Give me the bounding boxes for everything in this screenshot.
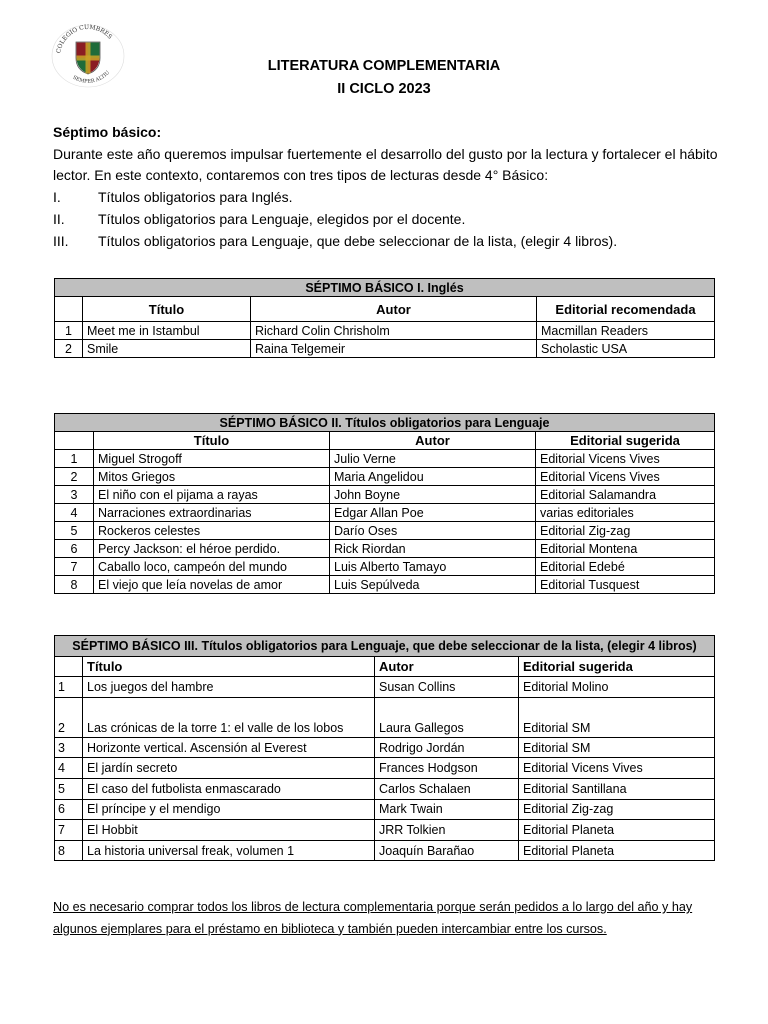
table-cell: Mark Twain	[375, 799, 519, 820]
table-cell: Narraciones extraordinarias	[94, 504, 330, 522]
table-cell: El caso del futbolista enmascarado	[83, 778, 375, 799]
column-header: Editorial sugerida	[519, 656, 715, 677]
table-cell: Editorial Montena	[536, 540, 715, 558]
school-logo	[50, 22, 126, 88]
table-cell: Mitos Griegos	[94, 468, 330, 486]
table-cell: Editorial Salamandra	[536, 486, 715, 504]
column-header: Autor	[330, 432, 536, 450]
intro-item-number: III.	[53, 232, 69, 249]
table-cell: Editorial Edebé	[536, 558, 715, 576]
table-cell: Caballo loco, campeón del mundo	[94, 558, 330, 576]
table-cell: Richard Colin Chrisholm	[251, 322, 537, 340]
table-cell: Rick Riordan	[330, 540, 536, 558]
table-cell: Darío Oses	[330, 522, 536, 540]
table-cell: 1	[55, 677, 83, 698]
table-cell: La historia universal freak, volumen 1	[83, 840, 375, 861]
column-header: Autor	[251, 297, 537, 322]
table-cell: 1	[55, 322, 83, 340]
table-cell: Las crónicas de la torre 1: el valle de los lobos	[83, 697, 375, 737]
page-subtitle: II CICLO 2023	[337, 81, 431, 97]
table-cell: El príncipe y el mendigo	[83, 799, 375, 820]
table-row	[55, 820, 715, 841]
table-cell: 6	[55, 799, 83, 820]
table-cell: Luis Alberto Tamayo	[330, 558, 536, 576]
table-row	[55, 504, 715, 522]
column-header: Título	[83, 656, 375, 677]
intro-item-text: Títulos obligatorios para Lenguaje, elegidos por el docente.	[98, 210, 466, 227]
table-lenguaje-seleccion	[54, 635, 715, 861]
intro-item	[53, 231, 723, 253]
column-header	[55, 432, 94, 450]
table-cell: 1	[55, 450, 94, 468]
table-cell: Percy Jackson: el héroe perdido.	[94, 540, 330, 558]
table-cell: Raina Telgemeir	[251, 340, 537, 358]
table-cell: Editorial Planeta	[519, 820, 715, 841]
table-row	[55, 697, 715, 737]
table-cell: Miguel Strogoff	[94, 450, 330, 468]
column-header	[55, 297, 83, 322]
table-cell: Editorial SM	[519, 737, 715, 758]
table-cell: Editorial Tusquest	[536, 576, 715, 594]
table-cell: Editorial Molino	[519, 677, 715, 698]
intro-item	[53, 187, 723, 209]
table-cell: Meet me in Istambul	[83, 322, 251, 340]
page-title: LITERATURA COMPLEMENTARIA	[267, 58, 501, 74]
table-cell: Editorial Vicens Vives	[536, 450, 715, 468]
table-caption: SÉPTIMO BÁSICO I. Inglés	[55, 279, 715, 297]
intro-item-text: Títulos obligatorios para Inglés.	[98, 189, 293, 206]
table-cell: Julio Verne	[330, 450, 536, 468]
footer-note: No es necesario comprar todos los libros de lectura complementaria porque serán pedidos a lo largo del año y hay algunos ejemplares para el préstamo en biblioteca y también pueden intercambiar entre los cursos.	[53, 900, 693, 936]
table-row	[55, 778, 715, 799]
table-lenguaje-obligatorio	[54, 413, 715, 594]
table-cell: 7	[55, 558, 94, 576]
table-row	[55, 322, 715, 340]
table-cell: Edgar Allan Poe	[330, 504, 536, 522]
intro-item-number: I.	[53, 189, 61, 206]
table-cell: El viejo que leía novelas de amor	[94, 576, 330, 594]
table-cell: 3	[55, 737, 83, 758]
table-row	[55, 522, 715, 540]
table-row	[55, 468, 715, 486]
table-cell: Rodrigo Jordán	[375, 737, 519, 758]
table-cell: Macmillan Readers	[537, 322, 715, 340]
table-cell: 5	[55, 778, 83, 799]
table-cell: Editorial Vicens Vives	[536, 468, 715, 486]
logo-text-bottom: SEMPER ALTIU	[71, 69, 112, 85]
table-row	[55, 450, 715, 468]
table-caption: SÉPTIMO BÁSICO III. Títulos obligatorios para Lenguaje, que debe seleccionar de la lista, (elegir 4 libros)	[55, 636, 715, 657]
table-cell: Luis Sepúlveda	[330, 576, 536, 594]
table-cell: Editorial SM	[519, 697, 715, 737]
table-cell: El Hobbit	[83, 820, 375, 841]
table-cell: 6	[55, 540, 94, 558]
table-cell: 8	[55, 840, 83, 861]
table-cell: 4	[55, 758, 83, 779]
column-header: Autor	[375, 656, 519, 677]
table-row	[55, 486, 715, 504]
table-cell: 2	[55, 340, 83, 358]
table-row	[55, 576, 715, 594]
table-cell: Scholastic USA	[537, 340, 715, 358]
column-header: Editorial sugerida	[536, 432, 715, 450]
column-header: Título	[83, 297, 251, 322]
table-cell: Editorial Planeta	[519, 840, 715, 861]
table-row	[55, 558, 715, 576]
table-cell: Susan Collins	[375, 677, 519, 698]
intro-paragraph: Durante este año queremos impulsar fuertemente el desarrollo del gusto por la lectura y fortalecer el hábito lector. En este contexto, contaremos con tres tipos de lecturas desde 4° Básico:	[53, 145, 718, 184]
column-header: Título	[94, 432, 330, 450]
table-row	[55, 540, 715, 558]
table-cell: Editorial Santillana	[519, 778, 715, 799]
table-cell: 5	[55, 522, 94, 540]
table-cell: Editorial Zig-zag	[519, 799, 715, 820]
table-cell: Frances Hodgson	[375, 758, 519, 779]
table-cell: El jardín secreto	[83, 758, 375, 779]
table-row	[55, 758, 715, 779]
table-cell: Laura Gallegos	[375, 697, 519, 737]
table-cell: Rockeros celestes	[94, 522, 330, 540]
column-header: Editorial recomendada	[537, 297, 715, 322]
table-cell: 7	[55, 820, 83, 841]
table-cell: 2	[55, 468, 94, 486]
intro-heading: Séptimo básico:	[53, 124, 162, 140]
table-cell: Los juegos del hambre	[83, 677, 375, 698]
table-caption: SÉPTIMO BÁSICO II. Títulos obligatorios para Lenguaje	[55, 414, 715, 432]
table-cell: 8	[55, 576, 94, 594]
table-row	[55, 737, 715, 758]
intro-item-number: II.	[53, 210, 65, 227]
table-cell: Joaquín Barañao	[375, 840, 519, 861]
table-cell: Carlos Schalaen	[375, 778, 519, 799]
table-row	[55, 799, 715, 820]
table-cell: varias editoriales	[536, 504, 715, 522]
table-cell: Editorial Zig-zag	[536, 522, 715, 540]
table-row	[55, 840, 715, 861]
logo-text-top: COLEGIO CUMBRES	[55, 23, 114, 54]
intro-item-text: Títulos obligatorios para Lenguaje, que debe seleccionar de la lista, (elegir 4 libros).	[98, 232, 618, 249]
table-cell: 2	[55, 697, 83, 737]
table-cell: Smile	[83, 340, 251, 358]
table-cell: Horizonte vertical. Ascensión al Everest	[83, 737, 375, 758]
intro-section	[53, 122, 723, 252]
table-row	[55, 677, 715, 698]
table-cell: Maria Angelidou	[330, 468, 536, 486]
table-cell: John Boyne	[330, 486, 536, 504]
intro-item	[53, 209, 723, 231]
table-row	[55, 340, 715, 358]
table-cell: 3	[55, 486, 94, 504]
table-cell: 4	[55, 504, 94, 522]
table-cell: JRR Tolkien	[375, 820, 519, 841]
table-cell: El niño con el pijama a rayas	[94, 486, 330, 504]
table-cell: Editorial Vicens Vives	[519, 758, 715, 779]
table-english	[54, 278, 715, 358]
column-header	[55, 656, 83, 677]
